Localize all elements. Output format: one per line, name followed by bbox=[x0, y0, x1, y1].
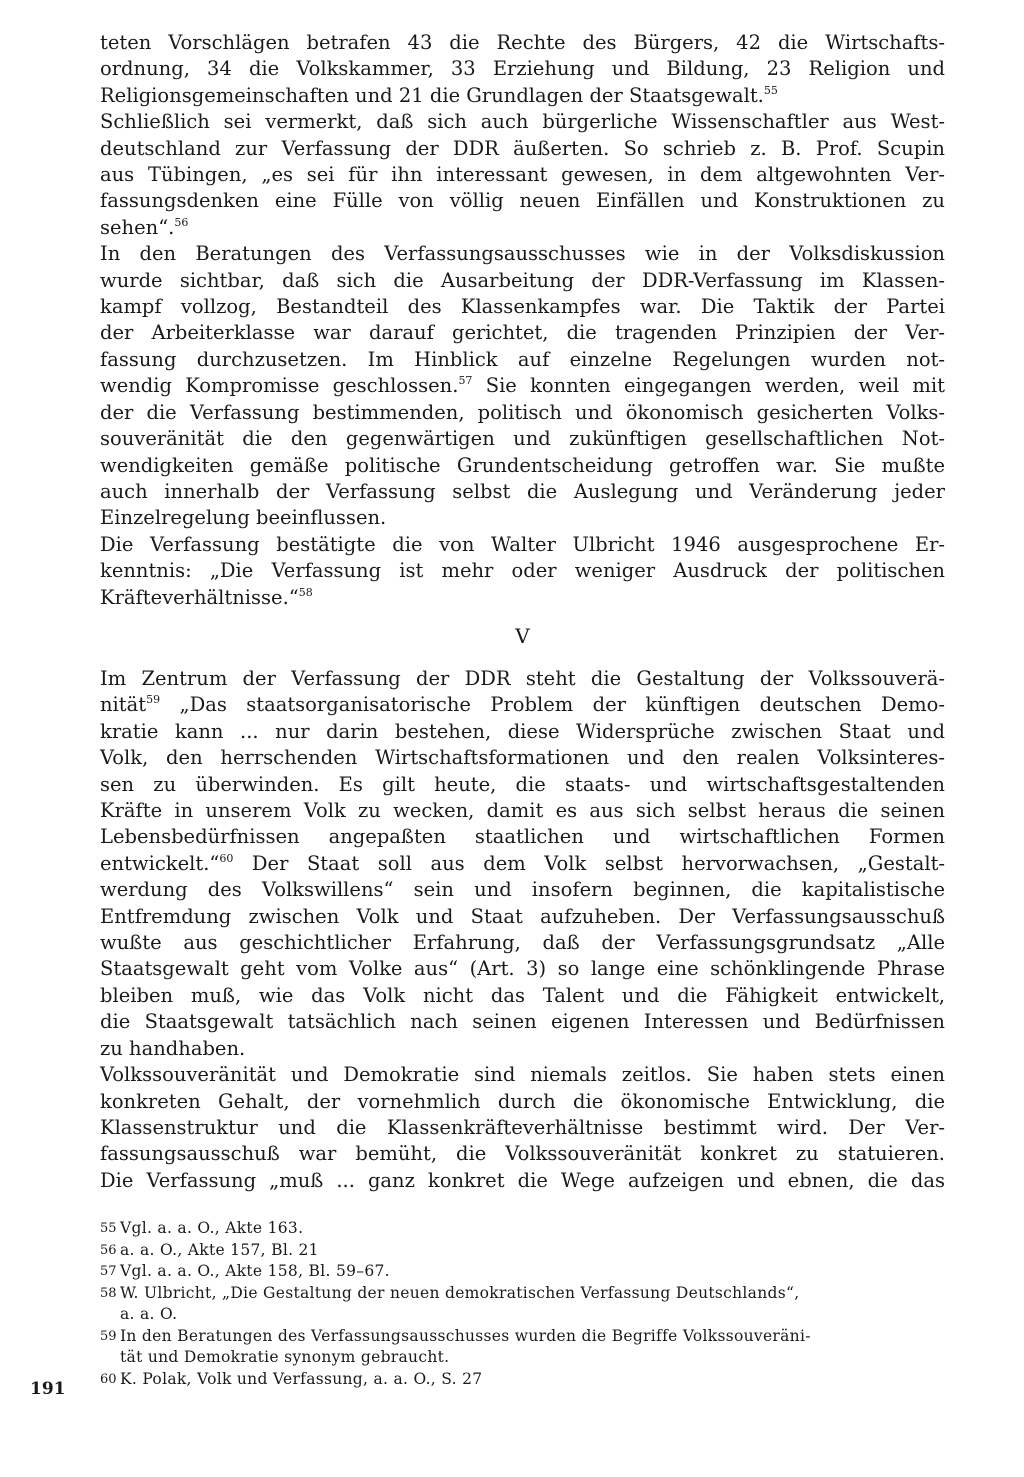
text-line: souveränität die den gegenwärtigen und zukünftigen gesellschaftlichen Not- bbox=[100, 427, 945, 451]
text-line: sen zu überwinden. Es gilt heute, die staats- und wirtschaftsgestaltenden bbox=[100, 772, 945, 796]
footnote-text: a. a. O., Akte 157, Bl. 21 bbox=[120, 1240, 319, 1259]
text-line: wußte aus geschichtlicher Erfahrung, daß der Verfassungsgrundsatz „Alle bbox=[100, 931, 945, 955]
footnote-56 bbox=[100, 1240, 945, 1262]
text-line: kampf vollzog, Bestandteil des Klassenkampfes war. Die Taktik der Partei bbox=[100, 295, 945, 319]
footnote-text: K. Polak, Volk und Verfassung, a. a. O., S. 27 bbox=[120, 1369, 483, 1388]
paragraph-1 bbox=[100, 30, 945, 109]
text-line: aus Tübingen, „es sei für ihn interessant gewesen, in dem altgewohnten Ver- bbox=[100, 163, 945, 187]
footnote-number: 56 bbox=[100, 1242, 117, 1258]
footnote-text: W. Ulbricht, „Die Gestaltung der neuen demokratischen Verfassung Deutschlands“, a. a. O. bbox=[120, 1283, 800, 1323]
footnote-number: 58 bbox=[100, 1285, 117, 1301]
footnotes bbox=[100, 1218, 945, 1390]
footnote-57 bbox=[100, 1261, 945, 1283]
text-line: auch innerhalb der Verfassung selbst die Auslegung und Veränderung jeder bbox=[100, 479, 945, 503]
text-line: Volkssouveränität und Demokratie sind niemals zeitlos. Sie haben stets einen bbox=[100, 1063, 945, 1087]
text-line: Kräfteverhältnisse.“$^{58}$ bbox=[100, 585, 313, 609]
text-line: Religionsgemeinschaften und 21 die Grundlagen der Staatsgewalt.$^{55}$ bbox=[100, 83, 778, 107]
main-text-upper bbox=[100, 30, 945, 611]
footnote-ref: 59 bbox=[146, 693, 161, 707]
text-line: Kräfte in unserem Volk zu wecken, damit es aus sich selbst heraus die seinen bbox=[100, 799, 945, 823]
text-line: wurde sichtbar, daß sich die Ausarbeitung der DDR-Verfassung im Klassen- bbox=[100, 268, 945, 292]
text-line: ordnung, 34 die Volkskammer, 33 Erziehung und Bildung, 23 Religion und bbox=[100, 57, 945, 81]
footnote-text: Vgl. a. a. O., Akte 163. bbox=[120, 1219, 304, 1237]
text-line: nität$^{59}$ „Das staatsorganisatorische Problem der künftigen deutschen Demo- bbox=[100, 693, 945, 717]
text-line: sehen“.$^{56}$ bbox=[100, 215, 189, 239]
text-line: konkreten Gehalt, der vornehmlich durch die ökonomische Entwicklung, die bbox=[100, 1089, 945, 1113]
footnote-text: Vgl. a. a. O., Akte 158, Bl. 59–67. bbox=[120, 1262, 390, 1280]
text-line: der die Verfassung bestimmenden, politisch und ökonomisch gesicherten Volks- bbox=[100, 400, 945, 424]
text-line: Schließlich sei vermerkt, daß sich auch bürgerliche Wissenschaftler aus West- bbox=[100, 110, 945, 134]
text-line: Im Zentrum der Verfassung der DDR steht die Gestaltung der Volkssouverä- bbox=[100, 667, 945, 690]
text-line: fassungsausschuß war bemüht, die Volkssouveränität konkret zu statuieren. bbox=[100, 1142, 945, 1166]
text-line: werdung des Volkswillens“ sein und insofern beginnen, die kapitalistische bbox=[100, 878, 945, 902]
text-line: zu handhaben. bbox=[100, 1036, 246, 1060]
text-line: Klassenstruktur und die Klassenkräfteverhältnisse bestimmt wird. Der Ver- bbox=[100, 1115, 945, 1139]
text-line: Lebensbedürfnissen angepaßten staatlichen und wirtschaftlichen Formen bbox=[100, 825, 945, 849]
footnote-55 bbox=[100, 1218, 945, 1240]
section-heading: V bbox=[515, 624, 530, 648]
text-line: wendigkeiten gemäße politische Grundentscheidung getroffen war. Sie mußte bbox=[100, 453, 945, 477]
footnote-ref: 60 bbox=[219, 851, 234, 865]
footnote-ref: 56 bbox=[174, 215, 189, 229]
footnote-number: 59 bbox=[100, 1328, 117, 1344]
paragraph-5 bbox=[100, 666, 945, 1062]
text-line: der Arbeiterklasse war darauf gerichtet, die tragenden Prinzipien der Ver- bbox=[100, 321, 945, 345]
paragraph-2 bbox=[100, 109, 945, 241]
main-text-lower bbox=[100, 666, 945, 1194]
paragraph-4 bbox=[100, 532, 945, 611]
text-line: Volk, den herrschenden Wirtschaftsformationen und den realen Volksinteres- bbox=[100, 746, 945, 770]
footnote-60 bbox=[100, 1369, 945, 1391]
footnote-58 bbox=[100, 1283, 945, 1326]
footnote-number: 55 bbox=[100, 1221, 117, 1236]
footnote-ref: 58 bbox=[298, 585, 313, 599]
paragraph-6 bbox=[100, 1062, 945, 1194]
text-line: kenntnis: „Die Verfassung ist mehr oder weniger Ausdruck der politischen bbox=[100, 559, 945, 583]
footnote-number: 60 bbox=[100, 1371, 117, 1387]
text-line: deutschland zur Verfassung der DDR äußerten. So schrieb z. B. Prof. Scupin bbox=[100, 136, 945, 160]
footnote-ref: 55 bbox=[763, 83, 778, 97]
footnote-59 bbox=[100, 1326, 945, 1369]
text-line: entwickelt.“$^{60}$ Der Staat soll aus dem Volk selbst hervorwachsen, „Gestalt- bbox=[100, 851, 945, 875]
text-line: fassungsdenken eine Fülle von völlig neuen Einfällen und Konstruktionen zu bbox=[100, 189, 945, 213]
text-line: Die Verfassung „muß ... ganz konkret die Wege aufzeigen und ebnen, die das bbox=[100, 1168, 945, 1192]
page-number: 191 bbox=[30, 1379, 66, 1399]
text-line: Einzelregelung beeinflussen. bbox=[100, 506, 387, 530]
footnote-text: In den Beratungen des Verfassungsausschusses wurden die Begriffe Volkssouveräni- tät und Demokratie synonym gebraucht. bbox=[120, 1326, 811, 1366]
text-line: wendig Kompromisse geschlossen.$^{57}$ Sie konnten eingegangen werden, weil mit bbox=[100, 374, 945, 398]
text-line: Staatsgewalt geht vom Volke aus“ (Art. 3) so lange eine schönklingende Phrase bbox=[100, 957, 945, 981]
text-line: Entfremdung zwischen Volk und Staat aufzuheben. Der Verfassungsausschuß bbox=[100, 904, 945, 928]
text-line: bleiben muß, wie das Volk nicht das Talent und die Fähigkeit entwickelt, bbox=[100, 983, 945, 1007]
text-line: teten Vorschlägen betrafen 43 die Rechte des Bürgers, 42 die Wirtschafts- bbox=[100, 31, 945, 54]
text-line: kratie kann ... nur darin bestehen, diese Widersprüche zwischen Staat und bbox=[100, 719, 945, 743]
text-line: Die Verfassung bestätigte die von Walter Ulbricht 1946 ausgesprochene Er- bbox=[100, 532, 945, 556]
footnote-ref: 57 bbox=[458, 374, 473, 388]
text-line: In den Beratungen des Verfassungsausschusses wie in der Volksdiskussion bbox=[100, 242, 945, 266]
text-line: fassung durchzusetzen. Im Hinblick auf einzelne Regelungen wurden not- bbox=[100, 347, 945, 371]
text-line: die Staatsgewalt tatsächlich nach seinen eigenen Interessen und Bedürfnissen bbox=[100, 1010, 945, 1034]
footnote-number: 57 bbox=[100, 1264, 117, 1279]
paragraph-3 bbox=[100, 241, 945, 531]
